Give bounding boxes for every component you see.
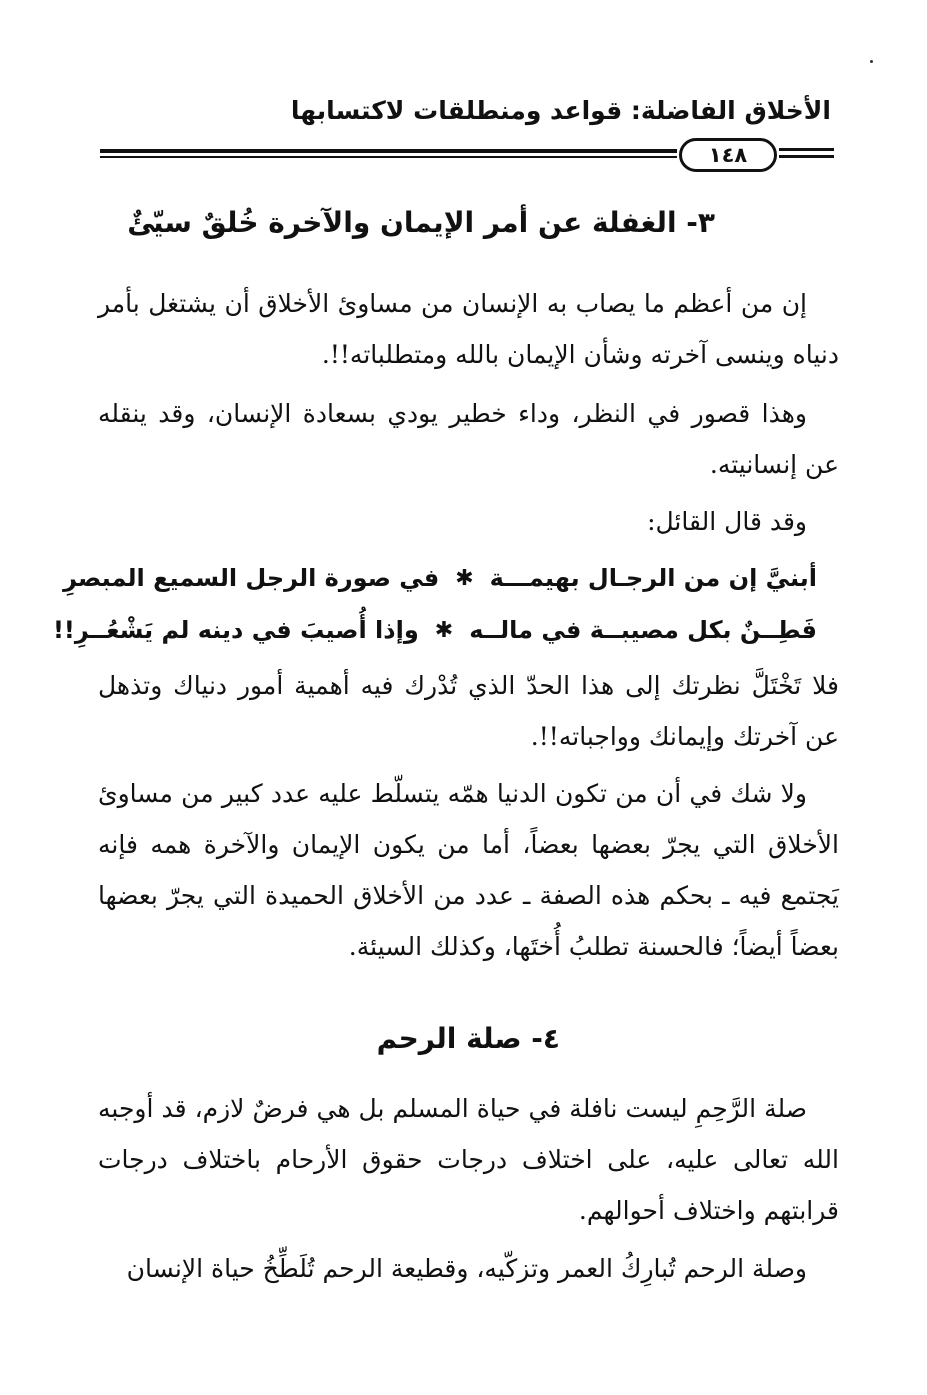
paragraph-text: وهذا قصور في النظر، وداء خطير يودي بسعادة الإنسان، وقد ينقله عن إنسانيته.: [98, 399, 839, 479]
verse-2-first-hemistich: فَطِــنٌ بكل مصيبــة في مالــه: [469, 616, 817, 644]
paragraph-text: فلا تَخْتَلَّ نظرتك إلى هذا الحدّ الذي تُدْرك فيه أهمية أمور دنياك وتذهل عن آخرتك وإيمانك وواجباته!!.: [98, 671, 839, 751]
speck-mark: [870, 60, 873, 63]
section-4-paragraph-1: [98, 1083, 839, 1236]
paragraph-text: صلة الرَّحِمِ ليست نافلة في حياة المسلم بل هي فرضٌ لازم، قد أوجبه الله تعالى عليه، على اختلاف درجات حقوق الأرحام باختلاف درجات قرابتهم واختلاف أحوالهم.: [98, 1094, 839, 1225]
verse-1-first-hemistich: أبنيَّ إن من الرجـال بهيمـــة: [489, 564, 817, 592]
section-3-paragraph-4: [98, 660, 839, 762]
poem-verse-1: [63, 558, 817, 598]
section-3-heading: ٣- الغفلة عن أمر الإيمان والآخرة خُلقٌ سيّئٌ: [127, 206, 715, 239]
running-header: الأخلاق الفاضلة: قواعد ومنطلقات لاكتسابها: [290, 96, 831, 125]
section-3-paragraph-5: [98, 768, 839, 972]
section-4-heading: ٤- صلة الرحم: [376, 1022, 560, 1055]
paragraph-text: ولا شك في أن من تكون الدنيا همّه يتسلّط عليه عدد كبير من مساوئ الأخلاق التي يجرّ بعضها بعضاً، أما من يكون الإيمان والآخرة همه فإنه يَجتمع فيه ـ بحكم هذه الصفة ـ عدد من الأخلاق الحميدة التي يجرّ بعضها بعضاً أيضاً؛ فالحسنة تطلبُ أُختَها، وكذلك السيئة.: [98, 779, 839, 961]
paragraph-text: إن من أعظم ما يصاب به الإنسان من مساوئ الأخلاق أن يشتغل بأمر دنياه وينسى آخرته وشأن الإيمان بالله ومتطلباته!!.: [98, 289, 839, 369]
paragraph-text: وقد قال القائل:: [647, 507, 807, 536]
poem-verse-2: [52, 610, 817, 650]
header-double-rule: [100, 146, 677, 158]
page-number-badge: ١٤٨: [679, 138, 777, 172]
section-3-paragraph-2: [98, 388, 839, 490]
header-short-rule: [779, 148, 834, 158]
verse-separator-icon: ✱: [434, 617, 454, 643]
verse-1-second-hemistich: في صورة الرجل السميع المبصرِ: [63, 564, 440, 592]
section-4-paragraph-2: [98, 1243, 839, 1294]
paragraph-text: وصلة الرحم تُبارِكُ العمر وتزكّيه، وقطيعة الرحم تُلَطِّخُ حياة الإنسان: [126, 1254, 807, 1283]
verse-2-second-hemistich: وإذا أُصيبَ في دينه لم يَشْعُــرِ!!: [52, 616, 419, 644]
section-3-paragraph-3: [98, 496, 839, 547]
section-3-paragraph-1: [98, 278, 839, 380]
verse-separator-icon: ✱: [455, 565, 474, 591]
